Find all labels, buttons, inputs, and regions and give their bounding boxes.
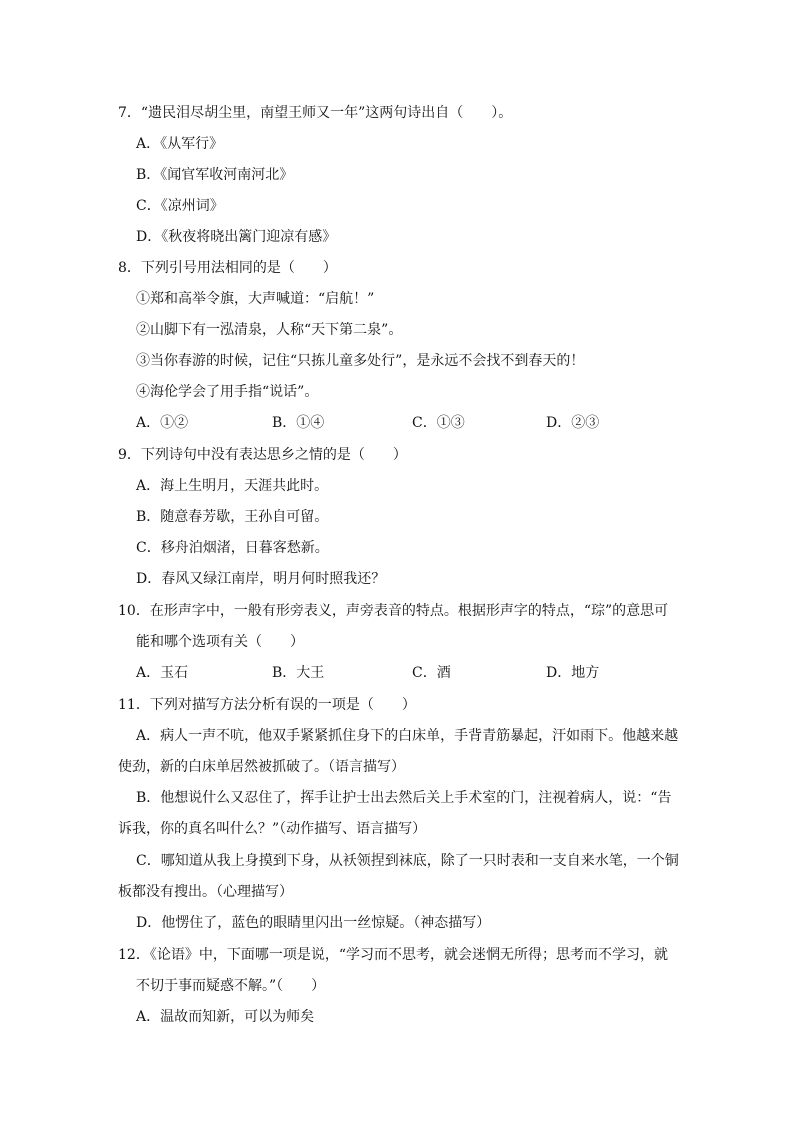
question-8-item-4: ④海伦学会了用手指“说话”。 xyxy=(136,384,319,400)
question-12-stem-line-1: 12．《论语》中，下面哪一项是说，“学习而不思考，就会迷惘无所得；思考而不学习，就 xyxy=(118,947,668,963)
question-10-option-d: D．地方 xyxy=(546,665,600,681)
question-8-option-c: C．①③ xyxy=(412,415,465,431)
question-11-option-a-line-1: A．病人一声不吭，他双手紧紧抓住身下的白床单，手背青筋暴起，汗如雨下。他越来越 xyxy=(136,728,679,744)
question-9-option-a: A．海上生明月，天涯共此时。 xyxy=(136,478,329,494)
question-12-stem-line-2: 不切于事而疑惑不解。”（ ） xyxy=(136,978,326,994)
question-10-option-b: B．大王 xyxy=(272,665,325,681)
question-9-stem: 9．下列诗句中没有表达思乡之情的是（ ） xyxy=(118,447,407,463)
question-9-option-b: B．随意春芳歇，王孙自可留。 xyxy=(136,509,329,525)
question-8-stem: 8．下列引号用法相同的是（ ） xyxy=(118,260,337,276)
question-9-option-c: C．移舟泊烟渚，日暮客愁新。 xyxy=(136,540,329,556)
question-11-option-b-line-2: 诉我，你的真名叫什么？”（动作描写、语言描写） xyxy=(118,821,427,837)
question-8-item-1: ①郑和高举令旗，大声喊道：“启航！” xyxy=(136,291,375,307)
question-8-item-3: ③当你春游的时候，记住“只拣儿童多处行”，是永远不会找不到春天的！ xyxy=(136,353,585,369)
question-11-stem: 11．下列对描写方法分析有误的一项是（ ） xyxy=(118,697,416,713)
question-8-option-d: D．②③ xyxy=(546,415,600,431)
question-11-option-d: D．他愣住了，蓝色的眼睛里闪出一丝惊疑。（神态描写） xyxy=(136,915,491,931)
question-11-option-c-line-1: C．哪知道从我上身摸到下身，从袄领捏到袜底，除了一只时表和一支自来水笔，一个铜 xyxy=(136,853,679,869)
question-7-option-d: D．《秋夜将晓出篱门迎凉有感》 xyxy=(136,229,337,245)
question-12-option-a: A．温故而知新，可以为师矣 xyxy=(136,1009,315,1025)
question-10-options-row xyxy=(0,664,794,682)
question-7-option-b: B．《闻官军收河南河北》 xyxy=(136,167,294,183)
question-10-stem-line-1: 10．在形声字中，一般有形旁表义，声旁表音的特点。根据形声字的特点，“琮”的意思可 xyxy=(118,603,669,619)
question-10-option-a: A．玉石 xyxy=(136,665,189,681)
question-7-option-c: C．《凉州词》 xyxy=(136,198,224,214)
question-8-option-b: B．①④ xyxy=(272,415,325,431)
question-8-item-2: ②山脚下有一泓清泉，人称“天下第二泉”。 xyxy=(136,322,403,338)
question-7-stem: 7．“遗民泪尽胡尘里，南望王师又一年”这两句诗出自（ ）。 xyxy=(118,105,513,121)
question-11-option-a-line-2: 使劲，新的白床单居然被抓破了。（语言描写） xyxy=(118,759,405,775)
question-10-option-c: C．酒 xyxy=(412,665,451,681)
question-11-option-b-line-1: B．他想说什么又忍住了，挥手让护士出去然后关上手术室的门，注视着病人，说：“告 xyxy=(136,790,672,806)
question-11-option-c-line-2: 板都没有搜出。（心理描写） xyxy=(118,884,293,900)
question-8-options-row xyxy=(0,414,794,432)
question-9-option-d: D．春风又绿江南岸，明月何时照我还？ xyxy=(136,571,386,587)
question-10-stem-line-2: 能和哪个选项有关（ ） xyxy=(136,634,304,650)
question-7-option-a: A．《从军行》 xyxy=(136,136,224,152)
question-8-option-a: A．①② xyxy=(136,415,189,431)
